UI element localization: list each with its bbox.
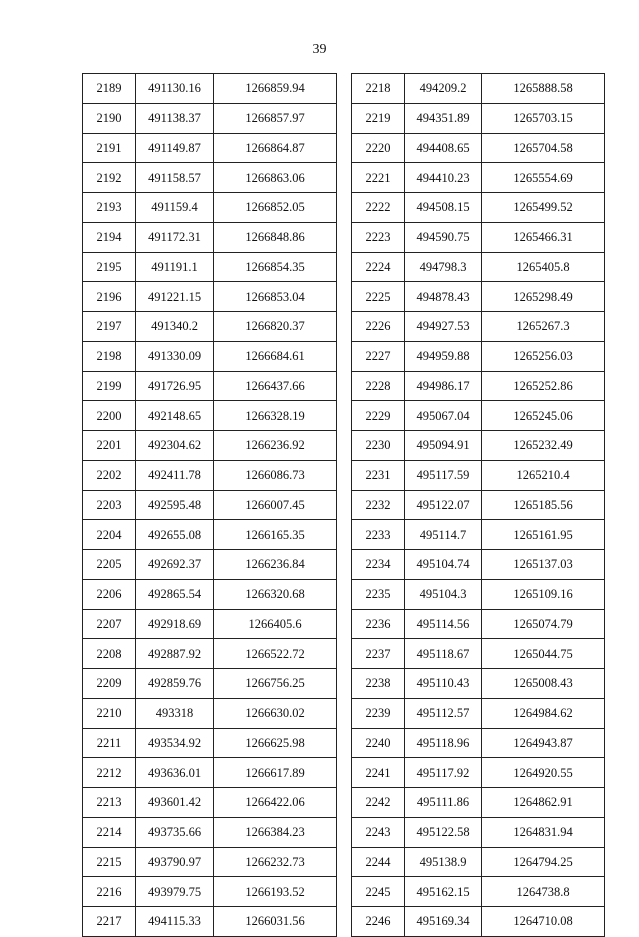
table-row — [83, 431, 337, 461]
y-coordinate-cell: 1265137.03 — [482, 550, 605, 580]
table-row — [83, 312, 337, 342]
y-coordinate-cell: 1266859.94 — [214, 74, 337, 104]
coordinates-table-left — [82, 73, 337, 937]
table-row — [352, 312, 605, 342]
point-number-cell: 2199 — [83, 371, 136, 401]
point-number-cell: 2208 — [83, 639, 136, 669]
point-number-cell: 2204 — [83, 520, 136, 550]
point-number-cell: 2238 — [352, 669, 405, 699]
point-number-cell: 2206 — [83, 579, 136, 609]
point-number-cell: 2189 — [83, 74, 136, 104]
point-number-cell: 2237 — [352, 639, 405, 669]
table-row — [352, 371, 605, 401]
point-number-cell: 2205 — [83, 550, 136, 580]
y-coordinate-cell: 1265245.06 — [482, 401, 605, 431]
table-body — [352, 74, 605, 937]
table-row — [352, 431, 605, 461]
x-coordinate-cell: 494115.33 — [136, 907, 214, 937]
table-row — [352, 460, 605, 490]
point-number-cell: 2241 — [352, 758, 405, 788]
y-coordinate-cell: 1265109.16 — [482, 579, 605, 609]
point-number-cell: 2236 — [352, 609, 405, 639]
y-coordinate-cell: 1266864.87 — [214, 133, 337, 163]
table-row — [83, 252, 337, 282]
table-row — [352, 341, 605, 371]
x-coordinate-cell: 495122.58 — [405, 817, 482, 847]
point-number-cell: 2215 — [83, 847, 136, 877]
y-coordinate-cell: 1266522.72 — [214, 639, 337, 669]
x-coordinate-cell: 494798.3 — [405, 252, 482, 282]
table-row — [352, 252, 605, 282]
point-number-cell: 2203 — [83, 490, 136, 520]
y-coordinate-cell: 1266852.05 — [214, 193, 337, 223]
point-number-cell: 2209 — [83, 669, 136, 699]
x-coordinate-cell: 495117.59 — [405, 460, 482, 490]
x-coordinate-cell: 492692.37 — [136, 550, 214, 580]
table-row — [83, 609, 337, 639]
y-coordinate-cell: 1265074.79 — [482, 609, 605, 639]
table-row — [83, 341, 337, 371]
y-coordinate-cell: 1266857.97 — [214, 103, 337, 133]
point-number-cell: 2195 — [83, 252, 136, 282]
y-coordinate-cell: 1266422.06 — [214, 788, 337, 818]
table-row — [83, 133, 337, 163]
point-number-cell: 2207 — [83, 609, 136, 639]
table-row — [352, 847, 605, 877]
point-number-cell: 2194 — [83, 222, 136, 252]
y-coordinate-cell: 1266007.45 — [214, 490, 337, 520]
x-coordinate-cell: 492148.65 — [136, 401, 214, 431]
table-row — [83, 371, 337, 401]
y-coordinate-cell: 1265044.75 — [482, 639, 605, 669]
table-row — [83, 817, 337, 847]
point-number-cell: 2193 — [83, 193, 136, 223]
y-coordinate-cell: 1264920.55 — [482, 758, 605, 788]
table-row — [83, 222, 337, 252]
point-number-cell: 2218 — [352, 74, 405, 104]
y-coordinate-cell: 1266625.98 — [214, 728, 337, 758]
x-coordinate-cell: 495117.92 — [405, 758, 482, 788]
y-coordinate-cell: 1266384.23 — [214, 817, 337, 847]
point-number-cell: 2211 — [83, 728, 136, 758]
point-number-cell: 2202 — [83, 460, 136, 490]
point-number-cell: 2225 — [352, 282, 405, 312]
x-coordinate-cell: 491138.37 — [136, 103, 214, 133]
table-row — [352, 520, 605, 550]
x-coordinate-cell: 495114.7 — [405, 520, 482, 550]
y-coordinate-cell: 1265499.52 — [482, 193, 605, 223]
table-row — [352, 639, 605, 669]
table-row — [83, 490, 337, 520]
y-coordinate-cell: 1265888.58 — [482, 74, 605, 104]
x-coordinate-cell: 494351.89 — [405, 103, 482, 133]
table-row — [352, 758, 605, 788]
table-row — [83, 282, 337, 312]
point-number-cell: 2213 — [83, 788, 136, 818]
x-coordinate-cell: 491159.4 — [136, 193, 214, 223]
y-coordinate-cell: 1265405.8 — [482, 252, 605, 282]
x-coordinate-cell: 494959.88 — [405, 341, 482, 371]
y-coordinate-cell: 1265267.3 — [482, 312, 605, 342]
x-coordinate-cell: 495111.86 — [405, 788, 482, 818]
table-row — [352, 698, 605, 728]
y-coordinate-cell: 1266756.25 — [214, 669, 337, 699]
y-coordinate-cell: 1265210.4 — [482, 460, 605, 490]
point-number-cell: 2234 — [352, 550, 405, 580]
y-coordinate-cell: 1265554.69 — [482, 163, 605, 193]
x-coordinate-cell: 491158.57 — [136, 163, 214, 193]
x-coordinate-cell: 494209.2 — [405, 74, 482, 104]
page-number: 39 — [312, 42, 327, 57]
y-coordinate-cell: 1266820.37 — [214, 312, 337, 342]
table-row — [83, 758, 337, 788]
x-coordinate-cell: 493979.75 — [136, 877, 214, 907]
table-row — [352, 788, 605, 818]
y-coordinate-cell: 1266848.86 — [214, 222, 337, 252]
y-coordinate-cell: 1264738.8 — [482, 877, 605, 907]
table-row — [352, 103, 605, 133]
point-number-cell: 2221 — [352, 163, 405, 193]
y-coordinate-cell: 1266232.73 — [214, 847, 337, 877]
table-row — [83, 728, 337, 758]
table-row — [352, 877, 605, 907]
y-coordinate-cell: 1264862.91 — [482, 788, 605, 818]
point-number-cell: 2216 — [83, 877, 136, 907]
table-row — [352, 401, 605, 431]
x-coordinate-cell: 494410.23 — [405, 163, 482, 193]
table-row — [83, 460, 337, 490]
x-coordinate-cell: 492887.92 — [136, 639, 214, 669]
y-coordinate-cell: 1265161.95 — [482, 520, 605, 550]
point-number-cell: 2210 — [83, 698, 136, 728]
x-coordinate-cell: 495112.57 — [405, 698, 482, 728]
point-number-cell: 2245 — [352, 877, 405, 907]
table-row — [352, 490, 605, 520]
table-row — [83, 401, 337, 431]
x-coordinate-cell: 495110.43 — [405, 669, 482, 699]
y-coordinate-cell: 1265232.49 — [482, 431, 605, 461]
table-row — [83, 579, 337, 609]
x-coordinate-cell: 492859.76 — [136, 669, 214, 699]
point-number-cell: 2231 — [352, 460, 405, 490]
point-number-cell: 2220 — [352, 133, 405, 163]
point-number-cell: 2235 — [352, 579, 405, 609]
x-coordinate-cell: 495118.67 — [405, 639, 482, 669]
x-coordinate-cell: 495104.74 — [405, 550, 482, 580]
x-coordinate-cell: 494590.75 — [405, 222, 482, 252]
table-row — [83, 193, 337, 223]
point-number-cell: 2226 — [352, 312, 405, 342]
x-coordinate-cell: 495094.91 — [405, 431, 482, 461]
y-coordinate-cell: 1265704.58 — [482, 133, 605, 163]
table-row — [83, 639, 337, 669]
y-coordinate-cell: 1266086.73 — [214, 460, 337, 490]
y-coordinate-cell: 1265703.15 — [482, 103, 605, 133]
y-coordinate-cell: 1265466.31 — [482, 222, 605, 252]
x-coordinate-cell: 493534.92 — [136, 728, 214, 758]
point-number-cell: 2217 — [83, 907, 136, 937]
table-row — [83, 907, 337, 937]
x-coordinate-cell: 493790.97 — [136, 847, 214, 877]
table-row — [83, 103, 337, 133]
x-coordinate-cell: 494408.65 — [405, 133, 482, 163]
y-coordinate-cell: 1266193.52 — [214, 877, 337, 907]
point-number-cell: 2214 — [83, 817, 136, 847]
point-number-cell: 2200 — [83, 401, 136, 431]
y-coordinate-cell: 1264831.94 — [482, 817, 605, 847]
x-coordinate-cell: 493318 — [136, 698, 214, 728]
x-coordinate-cell: 495162.15 — [405, 877, 482, 907]
table-row — [352, 907, 605, 937]
table-row — [352, 282, 605, 312]
y-coordinate-cell: 1264794.25 — [482, 847, 605, 877]
point-number-cell: 2198 — [83, 341, 136, 371]
x-coordinate-cell: 494508.15 — [405, 193, 482, 223]
x-coordinate-cell: 494927.53 — [405, 312, 482, 342]
table-row — [83, 669, 337, 699]
table-row — [352, 193, 605, 223]
y-coordinate-cell: 1266320.68 — [214, 579, 337, 609]
x-coordinate-cell: 495138.9 — [405, 847, 482, 877]
x-coordinate-cell: 491330.09 — [136, 341, 214, 371]
x-coordinate-cell: 492865.54 — [136, 579, 214, 609]
point-number-cell: 2230 — [352, 431, 405, 461]
point-number-cell: 2201 — [83, 431, 136, 461]
point-number-cell: 2228 — [352, 371, 405, 401]
point-number-cell: 2242 — [352, 788, 405, 818]
table-row — [352, 579, 605, 609]
table-row — [352, 133, 605, 163]
table-row — [83, 847, 337, 877]
y-coordinate-cell: 1264984.62 — [482, 698, 605, 728]
y-coordinate-cell: 1265298.49 — [482, 282, 605, 312]
x-coordinate-cell: 491340.2 — [136, 312, 214, 342]
y-coordinate-cell: 1266630.02 — [214, 698, 337, 728]
point-number-cell: 2223 — [352, 222, 405, 252]
point-number-cell: 2222 — [352, 193, 405, 223]
x-coordinate-cell: 491221.15 — [136, 282, 214, 312]
table-row — [83, 74, 337, 104]
y-coordinate-cell: 1265252.86 — [482, 371, 605, 401]
table-row — [352, 74, 605, 104]
y-coordinate-cell: 1264943.87 — [482, 728, 605, 758]
x-coordinate-cell: 491149.87 — [136, 133, 214, 163]
point-number-cell: 2229 — [352, 401, 405, 431]
y-coordinate-cell: 1266236.84 — [214, 550, 337, 580]
y-coordinate-cell: 1266437.66 — [214, 371, 337, 401]
table-row — [83, 550, 337, 580]
table-row — [83, 698, 337, 728]
point-number-cell: 2243 — [352, 817, 405, 847]
table-row — [352, 728, 605, 758]
point-number-cell: 2240 — [352, 728, 405, 758]
point-number-cell: 2196 — [83, 282, 136, 312]
coordinates-table-right — [351, 73, 605, 937]
x-coordinate-cell: 492595.48 — [136, 490, 214, 520]
y-coordinate-cell: 1266236.92 — [214, 431, 337, 461]
y-coordinate-cell: 1265008.43 — [482, 669, 605, 699]
y-coordinate-cell: 1266684.61 — [214, 341, 337, 371]
table-row — [83, 877, 337, 907]
table-row — [83, 788, 337, 818]
table-row — [352, 669, 605, 699]
point-number-cell: 2192 — [83, 163, 136, 193]
y-coordinate-cell: 1266617.89 — [214, 758, 337, 788]
y-coordinate-cell: 1266328.19 — [214, 401, 337, 431]
y-coordinate-cell: 1266031.56 — [214, 907, 337, 937]
table-row — [352, 550, 605, 580]
x-coordinate-cell: 491726.95 — [136, 371, 214, 401]
x-coordinate-cell: 492655.08 — [136, 520, 214, 550]
x-coordinate-cell: 495118.96 — [405, 728, 482, 758]
x-coordinate-cell: 491130.16 — [136, 74, 214, 104]
point-number-cell: 2191 — [83, 133, 136, 163]
x-coordinate-cell: 492304.62 — [136, 431, 214, 461]
point-number-cell: 2244 — [352, 847, 405, 877]
y-coordinate-cell: 1266405.6 — [214, 609, 337, 639]
table-row — [352, 163, 605, 193]
x-coordinate-cell: 493636.01 — [136, 758, 214, 788]
y-coordinate-cell: 1266854.35 — [214, 252, 337, 282]
y-coordinate-cell: 1266165.35 — [214, 520, 337, 550]
point-number-cell: 2212 — [83, 758, 136, 788]
point-number-cell: 2224 — [352, 252, 405, 282]
x-coordinate-cell: 493601.42 — [136, 788, 214, 818]
table-row — [352, 609, 605, 639]
y-coordinate-cell: 1266853.04 — [214, 282, 337, 312]
x-coordinate-cell: 492918.69 — [136, 609, 214, 639]
x-coordinate-cell: 493735.66 — [136, 817, 214, 847]
x-coordinate-cell: 494878.43 — [405, 282, 482, 312]
x-coordinate-cell: 495169.34 — [405, 907, 482, 937]
point-number-cell: 2227 — [352, 341, 405, 371]
y-coordinate-cell: 1265256.03 — [482, 341, 605, 371]
x-coordinate-cell: 494986.17 — [405, 371, 482, 401]
table-row — [83, 520, 337, 550]
y-coordinate-cell: 1266863.06 — [214, 163, 337, 193]
x-coordinate-cell: 495067.04 — [405, 401, 482, 431]
table-body — [83, 74, 337, 937]
point-number-cell: 2232 — [352, 490, 405, 520]
x-coordinate-cell: 495122.07 — [405, 490, 482, 520]
y-coordinate-cell: 1265185.56 — [482, 490, 605, 520]
table-row — [352, 817, 605, 847]
table-row — [83, 163, 337, 193]
point-number-cell: 2190 — [83, 103, 136, 133]
x-coordinate-cell: 495114.56 — [405, 609, 482, 639]
x-coordinate-cell: 492411.78 — [136, 460, 214, 490]
point-number-cell: 2239 — [352, 698, 405, 728]
x-coordinate-cell: 491172.31 — [136, 222, 214, 252]
point-number-cell: 2246 — [352, 907, 405, 937]
point-number-cell: 2233 — [352, 520, 405, 550]
point-number-cell: 2219 — [352, 103, 405, 133]
y-coordinate-cell: 1264710.08 — [482, 907, 605, 937]
table-row — [352, 222, 605, 252]
x-coordinate-cell: 491191.1 — [136, 252, 214, 282]
x-coordinate-cell: 495104.3 — [405, 579, 482, 609]
point-number-cell: 2197 — [83, 312, 136, 342]
